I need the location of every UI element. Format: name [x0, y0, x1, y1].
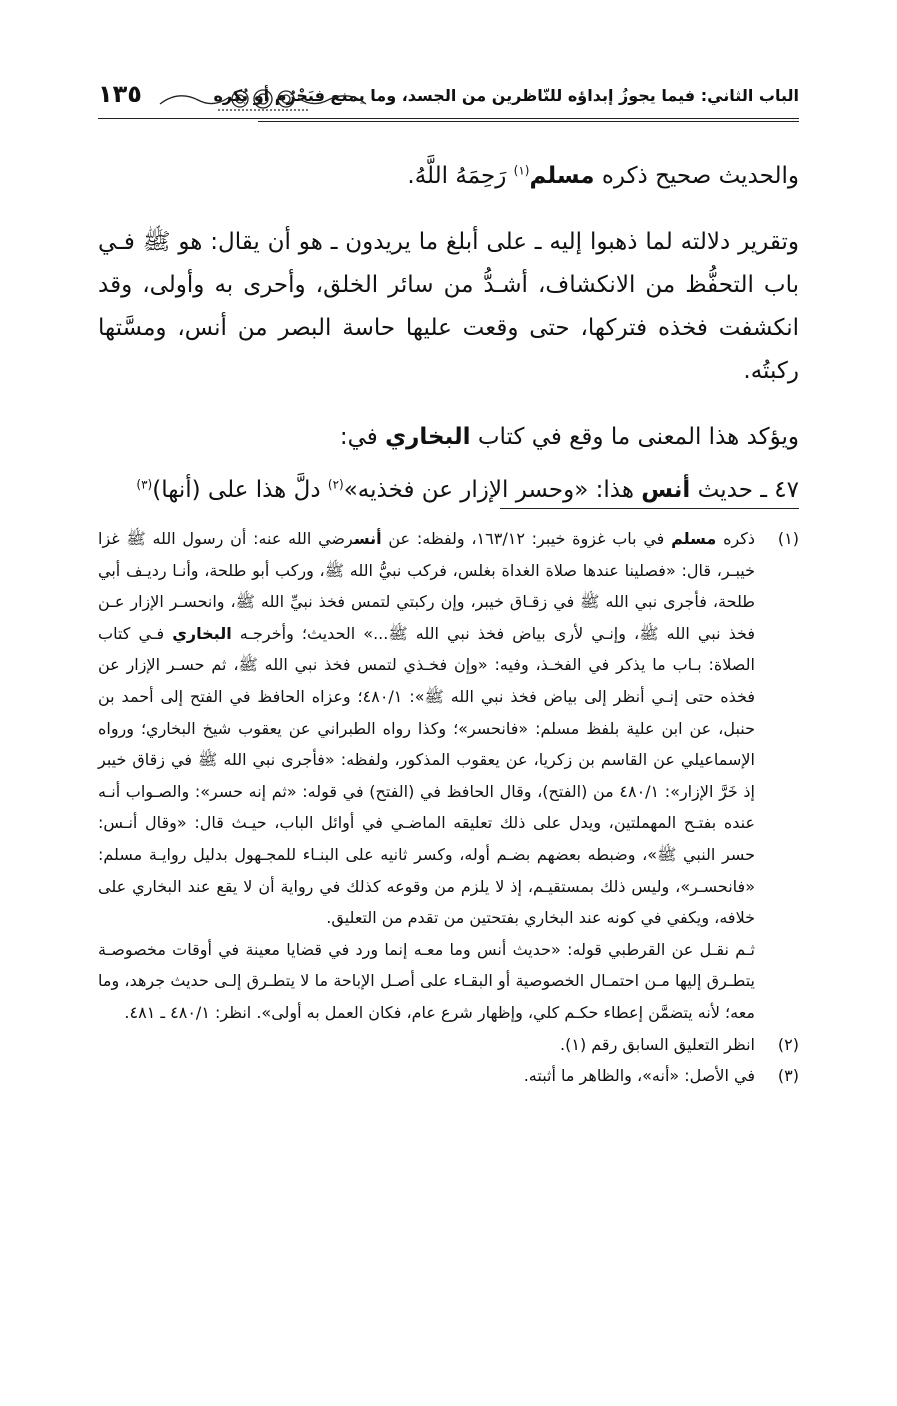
footnote-2: (٢) انظر التعليق السابق رقم (١).: [98, 1029, 799, 1061]
chapter-title: الباب الثاني: فيما يجوزُ إبداؤه للنّاظرين من الجسد، وما يمنع فيَحْرُم أو يُكره: [213, 86, 799, 105]
footnote-number: (٢): [777, 1034, 799, 1054]
running-header: [98, 82, 799, 122]
header-rule-inner: [258, 121, 799, 122]
footnote-ref: (١): [513, 163, 530, 178]
footnote-separator: [500, 508, 799, 509]
footnotes: [98, 523, 799, 1092]
paragraph-4: ٤٧ ـ حديث أنس هذا: «وحسر الإزار عن فخذيه»$^{(٢)}$ دلَّ هذا على (أنها)$^{(٣)}$: [136, 477, 799, 503]
header-rule: [98, 118, 799, 119]
footnote-number: (١): [777, 529, 799, 548]
paragraph-2: وتقرير دلالته لما ذهبوا إليه ـ على أبلغ ما يريدون ـ هو أن يقال: هو ﷺ فـي باب التحفُّظ من الانكشاف، أشـدُّ من سائر الخلق، وأحرى به وأولى، وقد انكشفت فخذه فتركها، حتى وقعت عليها حاسة البصر من أنس، ومسَّتها ركبتُه.: [98, 229, 799, 384]
main-text: [98, 155, 799, 535]
footnote-1: (١) ذكره مسلم في باب غزوة خيبر: ١٦٣/١٢، ولفظه: عن أنسرضي الله عنه: أن رسول الله ﷺ غزا خيبـر، قال: «فصلينا عندها صلاة الغداة بغلس، فركب نبيُّ الله ﷺ، وركب أبو طلحة، وأنـا رديـف أبي طلحة، فأجرى نبي الله ﷺ في زقـاق خيبر، وإن ركبتي لتمس فخذ نبيِّ الله ﷺ، وانحسـر الإزار عـن فخذ نبي الله ﷺ، وإنـي لأرى بياض فخذ نبي الله ﷺ...» الحديث؛ وأخرجـه البخاري فـي كتاب الصلاة: بـاب ما يذكر في الفخـذ، وفيه: «وإن فخـذي لتمس فخذ نبي الله ﷺ، ثم حسـر الإزار عن فخذه حتى إنـي أنظر إلى بياض فخذ نبي الله ﷺ»: ٤٨٠/١؛ وعزاه الحافظ في الفتح إلى أحمد بن حنبل، عن ابن علية بلفظ مسلم: «فانحسر»؛ وكذا رواه الطبراني عن يعقوب شيخ البخاري؛ ورواه الإسماعيلي عن القاسم بن زكريا، عن يعقوب المذكور، ولفظه: «فأجرى نبي الله ﷺ في زقاق خيبر إذ خَرَّ الإزار»: ٤٨٠/١ من (الفتح)، وقال الحافظ في (الفتح) في قوله: «ثم إنه حسر»: والصـواب أنـه عنده بفتـح المهملتين، ويدل على ذلك تعليقه الماضـي في أوائل الباب، حيـث قال: «وقال أنـس: حسر النبي ﷺ»، وضبطه بعضهم بضـم أوله، وكسر ثانيه على البنـاء للمجـهول بدليل روايـة مسلم: «فانحسـر»، وليس ذلك بمستقيـم، إذ لا يلزم من وقوعه كذلك في رواية أن لا يقع عند البخاري على خلافه، ويكفي في كونه عند البخاري بفتحتين من تقدم من التعليق. ثـم نقـل عن القرطبي قوله: «حديث أنس وما معـه إنما ورد في قضايا معينة في أوقات مخصوصـة يتطـرق إليها مـن احتمـال الخصوصية أو البقـاء على أصـل الإباحة ما لا يتطـرق إلـى حديث جرهد، وما معه؛ لأنه يتضمَّن إعطاء حكـم كلي، وإظهار شرع عام، فكان العمل به أولى». انظر: ٤٨٠/١ ـ ٤٨١.: [98, 523, 799, 1029]
name-anas: أنس: [641, 477, 691, 503]
footnote-1-para-2: ثـم نقـل عن القرطبي قوله: «حديث أنس وما معـه إنما ورد في قضايا معينة في أوقات مخصوصـة يتطـرق إليها مـن احتمـال الخصوصية أو البقـاء على أصـل الإباحة ما لا يتطـرق إلـى حديث جرهد، وما معه؛ لأنه يتضمَّن إعطاء حكـم كلي، وإظهار شرع عام، فكان العمل به أولى». انظر: ٤٨٠/١ ـ ٤٨١.: [98, 939, 755, 1022]
ornament-icon: [158, 86, 368, 112]
paragraph-1: والحديث صحيح ذكره مسلم$^{(١)}$ رَحِمَهُ اللَّهُ.: [407, 163, 799, 189]
name-bukhari: البخاري: [385, 424, 471, 450]
paragraph-3: ويؤكد هذا المعنى ما وقع في كتاب البخاري في:: [339, 424, 799, 450]
footnote-ref: (٢): [327, 477, 344, 492]
page-number: ١٣٥: [98, 80, 142, 108]
footnote-3: (٣) في الأصل: «أنه»، والظاهر ما أثبته.: [98, 1060, 799, 1092]
footnote-number: (٣): [777, 1066, 799, 1086]
footnote-ref: (٣): [136, 477, 153, 492]
name-muslim: مسلم: [529, 163, 595, 189]
